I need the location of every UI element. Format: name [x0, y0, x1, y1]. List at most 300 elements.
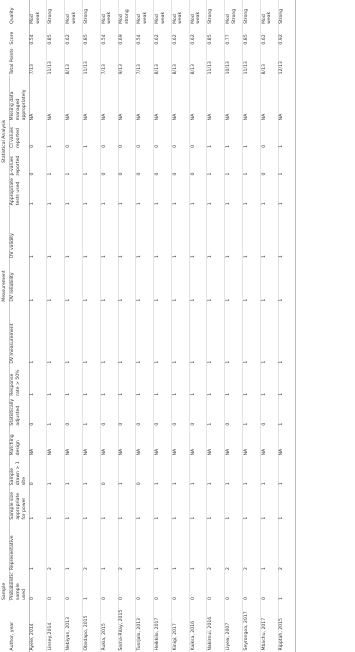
table-cell: 1 [171, 207, 189, 260]
table-cell: 1 [225, 177, 243, 207]
table-cell: NA [225, 76, 243, 122]
column-header: CI values reported [9, 122, 29, 150]
author-cell: Mbachu, 2017 [260, 602, 278, 652]
table-cell: 0 [47, 572, 65, 602]
table-cell: 0 [136, 122, 154, 150]
table-cell: 0.54 [136, 25, 154, 46]
table-cell: 1 [225, 365, 243, 397]
table-cell: 1 [225, 149, 243, 177]
table-cell: NA [260, 427, 278, 457]
table-cell: 1 [207, 365, 225, 397]
table-row [29, 0, 47, 652]
table-cell: 1 [136, 487, 154, 521]
table-cell: 1 [65, 149, 83, 177]
table-cell: 0 [100, 397, 118, 427]
table-cell: 1 [29, 365, 47, 397]
table-cell: 0.85 [207, 25, 225, 46]
table-cell: 0.77 [225, 25, 243, 46]
table-cell: 1 [243, 457, 261, 487]
table-cell: 1 [243, 260, 261, 304]
table-cell: 1 [65, 207, 83, 260]
table-cell: 1 [83, 397, 101, 427]
table-cell: 1 [278, 365, 296, 397]
table-cell: 1 [136, 303, 154, 365]
table-row [47, 0, 65, 652]
table-cell: 0 [260, 572, 278, 602]
table-cell: 0 [171, 572, 189, 602]
table-cell: 1 [100, 303, 118, 365]
table-cell: 1 [171, 457, 189, 487]
table-cell: 0 [189, 122, 207, 150]
table-cell: 0 [65, 572, 83, 602]
table-cell: 1 [29, 487, 47, 521]
table-cell: 1 [189, 260, 207, 304]
table-cell: 1 [189, 365, 207, 397]
table-cell: 2 [118, 521, 136, 572]
table-cell: 1 [136, 207, 154, 260]
table-cell: 0 [171, 122, 189, 150]
table-cell: 0 [29, 149, 47, 177]
author-cell: Sorna-Rilay, 2015 [118, 602, 136, 652]
table-cell: 2 [47, 521, 65, 572]
table-cell: 1 [29, 303, 47, 365]
table-cell: 1 [225, 207, 243, 260]
table-cell: Mod weak [100, 0, 118, 25]
table-cell: 0 [136, 397, 154, 427]
table-row [100, 0, 118, 652]
table-row [278, 0, 296, 652]
table-cell: NA [207, 427, 225, 457]
column-header: Author, year [9, 602, 29, 652]
table-cell: 1 [260, 365, 278, 397]
table-cell: 1 [47, 365, 65, 397]
table-row [207, 0, 225, 652]
author-cell: Ayele, 2014 [29, 602, 47, 652]
group-header-blank [0, 602, 9, 652]
table-cell: 0.62 [65, 25, 83, 46]
table-cell: NA [29, 76, 47, 122]
table-cell: 1 [189, 487, 207, 521]
table-cell: 1 [243, 487, 261, 521]
table-cell: 1 [154, 303, 172, 365]
table-cell: 1 [136, 521, 154, 572]
table-cell: 1 [260, 303, 278, 365]
table-cell: 1 [65, 521, 83, 572]
table-cell: 1 [47, 303, 65, 365]
table-cell: NA [225, 427, 243, 457]
table-cell: 1 [47, 122, 65, 150]
table-cell: 1 [100, 207, 118, 260]
table-cell: 8/13 [154, 46, 172, 76]
column-header: DV validity [9, 207, 29, 260]
table-row [225, 0, 243, 652]
column-header: Probabilistic sample used [9, 572, 29, 602]
table-cell: NA [83, 427, 101, 457]
table-cell: 0.62 [154, 25, 172, 46]
table-body [29, 0, 296, 652]
table-cell: 1 [260, 177, 278, 207]
table-cell: 0 [154, 149, 172, 177]
table-cell: 1 [154, 521, 172, 572]
table-cell: 1 [207, 457, 225, 487]
table-cell: 0 [207, 572, 225, 602]
table-cell: 0 [29, 397, 47, 427]
table-cell: 1 [154, 487, 172, 521]
table-cell: 2 [243, 521, 261, 572]
table-cell: NA [118, 76, 136, 122]
column-header: Matching design [9, 427, 29, 457]
column-header: Missing data managed appropriately [9, 76, 29, 122]
table-cell: 1 [47, 487, 65, 521]
author-cell: Linsey,2014 [47, 602, 65, 652]
table-cell: 1 [243, 397, 261, 427]
author-cell: Seyrongoa, 2017 [243, 602, 261, 652]
table-cell: 1 [83, 457, 101, 487]
table-cell: 1 [207, 177, 225, 207]
table-cell: 0.62 [189, 25, 207, 46]
table-cell: 1 [171, 260, 189, 304]
table-cell: NA [154, 76, 172, 122]
table-cell: 0.54 [100, 25, 118, 46]
table-cell: 1 [47, 149, 65, 177]
table-cell: 1 [225, 457, 243, 487]
table-cell: 1 [136, 260, 154, 304]
table-cell: 1 [243, 207, 261, 260]
author-cell: Kaiksa, 2016 [189, 602, 207, 652]
table-cell: 10/13 [225, 46, 243, 76]
table-cell: NA [189, 76, 207, 122]
table-cell: 1 [154, 365, 172, 397]
table-cell: Strong [207, 0, 225, 25]
table-cell: 1 [171, 177, 189, 207]
table-cell: 1 [118, 207, 136, 260]
table-cell: 1 [118, 457, 136, 487]
table-cell: 0 [100, 122, 118, 150]
table-cell: 1 [189, 303, 207, 365]
table-cell: 1 [225, 260, 243, 304]
table-cell: 0 [136, 572, 154, 602]
table-cell: Strong [278, 0, 296, 25]
table-cell: 1 [65, 303, 83, 365]
table-cell: 0 [29, 457, 47, 487]
column-header: Total Points [9, 46, 29, 76]
column-header: Appropriate tests used [9, 177, 29, 207]
table-cell: Mod Strong [225, 0, 243, 25]
table-cell: 0 [29, 122, 47, 150]
table-cell: NA [100, 427, 118, 457]
table-cell: 1 [83, 365, 101, 397]
table-cell: 0 [118, 149, 136, 177]
table-cell: 1 [260, 207, 278, 260]
table-cell: 1 [83, 572, 101, 602]
table-cell: NA [65, 76, 83, 122]
table-cell: 1 [207, 207, 225, 260]
table-cell: 1 [243, 303, 261, 365]
table-cell: 1 [118, 177, 136, 207]
table-cell: 12/13 [278, 46, 296, 76]
table-cell: 1 [83, 149, 101, 177]
group-header-row [0, 0, 9, 652]
table-cell: 0.85 [83, 25, 101, 46]
table-cell: 1 [207, 487, 225, 521]
author-cell: Obsdapo, 2015 [83, 602, 101, 652]
table-cell: 8/13 [171, 46, 189, 76]
table-cell: 0 [154, 122, 172, 150]
table-cell: Mod weak [260, 0, 278, 25]
table-cell: 1 [83, 207, 101, 260]
table-cell: 2 [83, 521, 101, 572]
table-cell: 1 [47, 177, 65, 207]
table-cell: 0 [118, 122, 136, 150]
table-cell: Strong [243, 0, 261, 25]
table-cell: 1 [65, 177, 83, 207]
table-cell: 1 [83, 487, 101, 521]
table-cell: 9/13 [118, 46, 136, 76]
table-cell: NA [83, 76, 101, 122]
table-cell: 0 [154, 397, 172, 427]
table-cell: 0 [100, 572, 118, 602]
table-cell: 1 [189, 457, 207, 487]
table-cell: 0 [260, 397, 278, 427]
table-cell: Mod weak [171, 0, 189, 25]
table-cell: 1 [260, 487, 278, 521]
table-cell: 1 [207, 149, 225, 177]
table-cell: NA [65, 427, 83, 457]
table-cell: NA [260, 76, 278, 122]
table-cell: 7/13 [100, 46, 118, 76]
column-header: p-values reported [9, 149, 29, 177]
table-cell: 1 [278, 487, 296, 521]
group-header-measurement: Measurement [0, 207, 9, 365]
table-cell: 0 [118, 397, 136, 427]
table-cell: 0.54 [29, 25, 47, 46]
table-cell: 0 [118, 572, 136, 602]
table-cell: 0 [171, 149, 189, 177]
table-cell: 1 [29, 207, 47, 260]
table-cell: NA [243, 76, 261, 122]
table-cell: 1 [83, 303, 101, 365]
table-cell: 8/13 [260, 46, 278, 76]
table-cell: 0 [189, 397, 207, 427]
table-cell: 1 [100, 177, 118, 207]
table-row [118, 0, 136, 652]
table-cell: 0 [136, 457, 154, 487]
table-cell: 1 [243, 122, 261, 150]
table-cell: 1 [47, 397, 65, 427]
table-cell: 1 [243, 149, 261, 177]
table-cell: 0 [100, 457, 118, 487]
table-cell: 0.69 [118, 25, 136, 46]
table-row [260, 0, 278, 652]
table-cell: 1 [83, 260, 101, 304]
column-header: Response rate > 50% [9, 365, 29, 397]
table-cell: NA [171, 427, 189, 457]
group-header-sample: Sample [0, 365, 9, 601]
table-row [171, 0, 189, 652]
table-cell: Mod weak [65, 0, 83, 25]
table-cell: NA [243, 427, 261, 457]
column-header-row [9, 0, 29, 652]
table-cell: 1 [118, 365, 136, 397]
table-cell: NA [29, 427, 47, 457]
table-cell: 0.62 [171, 25, 189, 46]
column-header: Score [9, 25, 29, 46]
table-cell: 1 [118, 487, 136, 521]
table-cell: 1 [47, 457, 65, 487]
table-cell: 7/13 [136, 46, 154, 76]
group-header-statistical-analysis: Statistical Analysis [0, 76, 9, 207]
table-cell: 1 [29, 177, 47, 207]
table-cell: 0 [154, 572, 172, 602]
table-cell: 1 [260, 457, 278, 487]
table-cell: Mod weak [136, 0, 154, 25]
table-cell: 11/13 [243, 46, 261, 76]
table-cell: 11/13 [47, 46, 65, 76]
table-cell: 1 [65, 457, 83, 487]
table-row [65, 0, 83, 652]
table-cell: 1 [136, 177, 154, 207]
table-cell: NA [118, 427, 136, 457]
group-header-blank-right [0, 0, 9, 76]
table-cell: 1 [83, 177, 101, 207]
author-cell: Rukia, 2015 [100, 602, 118, 652]
table-cell: NA [136, 427, 154, 457]
table-cell: 1 [278, 122, 296, 150]
table-cell: 1 [83, 122, 101, 150]
table-cell: 0.85 [243, 25, 261, 46]
table-cell: 1 [100, 260, 118, 304]
table-cell: 1 [100, 521, 118, 572]
table-cell: 1 [243, 365, 261, 397]
table-cell: 1 [189, 521, 207, 572]
table-cell: 1 [207, 303, 225, 365]
table-cell: NA [278, 427, 296, 457]
author-cell: Tunrjalo, 2013 [136, 602, 154, 652]
table-cell: 0 [225, 572, 243, 602]
author-cell: Nakirnui, 2016 [207, 602, 225, 652]
table-cell: 1 [278, 149, 296, 177]
table-cell: 1 [154, 177, 172, 207]
table-cell: 1 [207, 397, 225, 427]
table-cell: 1 [47, 260, 65, 304]
table-cell: 1 [118, 303, 136, 365]
table-cell: 1 [278, 260, 296, 304]
table-cell: 0 [189, 149, 207, 177]
table-cell: 1 [278, 397, 296, 427]
table-cell: 1 [243, 177, 261, 207]
table-cell: NA [154, 427, 172, 457]
table-cell: 0 [243, 572, 261, 602]
table-cell: 1 [171, 303, 189, 365]
table-cell: 7/13 [29, 46, 47, 76]
table-cell: 1 [260, 260, 278, 304]
table-row [136, 0, 154, 652]
table-cell: 0.62 [260, 25, 278, 46]
table-cell: 0.92 [278, 25, 296, 46]
table-cell: 1 [136, 365, 154, 397]
table-cell: 0 [136, 149, 154, 177]
table-cell: Strong [47, 0, 65, 25]
table-cell: Mod weak [29, 0, 47, 25]
table-cell: 0 [65, 397, 83, 427]
table-cell: 1 [154, 457, 172, 487]
table-cell: 1 [225, 303, 243, 365]
table-cell: NA [136, 76, 154, 122]
table-cell: 1 [65, 365, 83, 397]
table-cell: 1 [65, 487, 83, 521]
table-cell: 1 [171, 365, 189, 397]
author-cell: Ripptah, 2015 [278, 602, 296, 652]
table-cell: 0 [225, 397, 243, 427]
table-cell: NA [278, 76, 296, 122]
table-cell: 1 [154, 207, 172, 260]
table-cell: 0 [260, 122, 278, 150]
table-cell: 1 [171, 521, 189, 572]
table-cell: NA [207, 76, 225, 122]
table-cell: 1 [171, 487, 189, 521]
column-header: Sample drawn > 1 site [9, 457, 29, 487]
table-cell: 1 [278, 457, 296, 487]
table-cell: Mod weak [189, 0, 207, 25]
table-cell: 11/13 [83, 46, 101, 76]
table-cell: 11/13 [207, 46, 225, 76]
table-cell: 0 [29, 572, 47, 602]
table-cell: 2 [207, 521, 225, 572]
table-cell: 1 [29, 521, 47, 572]
table-cell: 1 [278, 207, 296, 260]
author-cell: Heikkilo, 2017 [154, 602, 172, 652]
table-cell: 1 [278, 303, 296, 365]
table-cell: NA [47, 427, 65, 457]
author-cell: Liyew, 2007 [225, 602, 243, 652]
table-cell: 1 [154, 260, 172, 304]
table-cell: 1 [118, 260, 136, 304]
column-header: DV measurement [9, 303, 29, 365]
table-cell: 2 [278, 521, 296, 572]
table-cell: 1 [100, 365, 118, 397]
table-cell: NA [47, 76, 65, 122]
column-header: Statistically adjusted [9, 397, 29, 427]
table-cell: 0 [260, 149, 278, 177]
table-row [154, 0, 172, 652]
table-cell: 1 [189, 207, 207, 260]
table-cell: 1 [225, 487, 243, 521]
table-cell: Mod weak [154, 0, 172, 25]
table-cell: 1 [225, 122, 243, 150]
table-cell: 1 [207, 260, 225, 304]
table-cell: 0 [100, 149, 118, 177]
table-cell: 1 [207, 122, 225, 150]
table-cell: 1 [260, 521, 278, 572]
column-header: Quality [9, 0, 29, 25]
table-cell: 1 [278, 572, 296, 602]
author-cell: Nebiyan, 2013 [65, 602, 83, 652]
table-cell: 2 [225, 521, 243, 572]
author-cell: Kinigi, 2017 [171, 602, 189, 652]
table-cell: 0.85 [47, 25, 65, 46]
table-cell: 8/13 [189, 46, 207, 76]
table-cell: 0 [171, 397, 189, 427]
table-cell: 1 [47, 207, 65, 260]
column-header: Representative [9, 521, 29, 572]
table-cell: 0 [189, 572, 207, 602]
table-cell: 0 [65, 122, 83, 150]
table-row [83, 0, 101, 652]
table-cell: 1 [65, 260, 83, 304]
table-cell: 1 [29, 260, 47, 304]
table-cell: Mod strong [118, 0, 136, 25]
table-row [243, 0, 261, 652]
